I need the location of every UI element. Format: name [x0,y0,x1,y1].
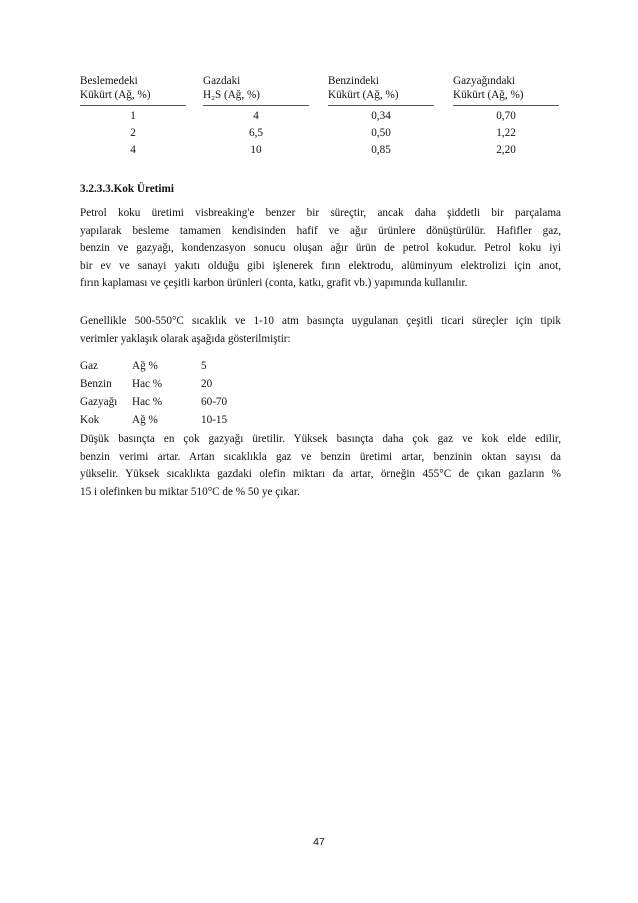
yield-basis: Hac % [132,378,163,390]
table-cell: 0,85 [371,144,391,156]
header-line-2: Kükürt (Ağ, %) [328,89,399,101]
paragraph-line: bir ev ve sanayi yakıtı olduğu gibi işlenerek fırın elektrodu, alüminyum elektrolizi için anot, [80,259,561,272]
paragraph-line: 15 i olefinken bu miktar 510°C de % 50 ye çıkar. [80,485,300,498]
paragraph-coke-production [80,205,561,293]
paragraph-line: Düşük basınçta en çok gazyağı üretilir. Yüksek basınçta daha çok gaz ve kok elde edilir, [80,433,561,445]
page-number: 47 [313,836,325,848]
table-cell: 0,34 [371,110,391,122]
table-cell: 10 [250,144,262,156]
section-heading: 3.2.3.3.Kok Üretimi [80,183,174,195]
table-cell: 2 [130,127,136,139]
table-column [203,74,309,159]
table-cell: 0,70 [496,110,516,122]
paragraph-line: Genellikle 500-550°C sıcaklık ve 1-10 atm basınçta uygulanan çeşitli ticari süreçler için tipik [80,315,561,327]
header-line-1: Gazdaki [203,75,241,87]
yield-product: Kok [80,414,100,426]
yield-value: 5 [201,360,207,372]
table-column [328,74,434,159]
header-rule [80,105,186,106]
column-header [328,74,434,102]
table-cell: 4 [130,144,136,156]
table-cell: 4 [253,110,259,122]
header-rule [203,105,309,106]
table-cell: 0,50 [371,127,391,139]
header-line-2: Kükürt (Ağ, %) [453,89,524,101]
paragraph-line: Petrol koku üretimi visbreaking'e benzer bir süreçtir, ancak daha şiddetli bir parçalama [80,207,561,219]
yield-product: Benzin [80,378,112,390]
column-header [453,74,559,102]
header-line-1: Benzindeki [328,75,379,87]
table-column [453,74,559,159]
yield-value: 60-70 [201,396,228,408]
header-line-1: Gazyağındaki [453,75,516,87]
paragraph-line: yükselir. Yüksek sıcaklıkta gazdaki olefin miktarı da artar, örneğin 455°C de çıkan gazların % [80,468,561,481]
paragraph-pressure-temperature [80,431,561,501]
paragraph-line: benzin verimi artar. Artan sıcaklıkla gaz ve benzin üretimi artar, benzinin oktan sayısı da [80,450,561,463]
header-rule [328,105,434,106]
paragraph-line: benzin ve gazyağı, kondenzasyon sonucu oluşan ağır ürün de petrol kokudur. Petrol koku iyi [80,242,561,255]
header-rule [453,105,559,106]
table-cell: 2,20 [496,144,516,156]
yield-value: 20 [201,378,213,390]
paragraph-line: fırın kaplaması ve çeşitli karbon ürünleri (conta, katkı, grafit vb.) yapımında kullanılır. [80,277,468,290]
yield-basis: Ağ % [132,414,158,426]
header-line-2: Kükürt (Ağ, %) [80,89,151,101]
yield-basis: Hac % [132,396,163,408]
column-header [203,74,309,102]
header-line-1: Beslemedeki [80,75,138,87]
paragraph-typical-yields [80,313,561,348]
yield-basis: Ağ % [132,360,158,372]
table-cell: 6,5 [249,127,263,139]
yield-value: 10-15 [201,414,228,426]
table-cell: 1 [130,110,136,122]
header-line-2: H₂S (Ağ, %) [203,89,261,101]
column-header [80,74,186,102]
yield-product: Gaz [80,360,99,372]
table-column [80,74,186,159]
paragraph-line: verimler yaklaşık olarak aşağıda gösterilmiştir: [80,332,291,345]
table-cell: 1,22 [496,127,516,139]
paragraph-line: yapılarak besleme tamamen kendisinden hafif ve ağır ürünlere dönüştürülür. Hafifler gaz, [80,224,561,237]
yield-product: Gazyağı [80,396,118,408]
